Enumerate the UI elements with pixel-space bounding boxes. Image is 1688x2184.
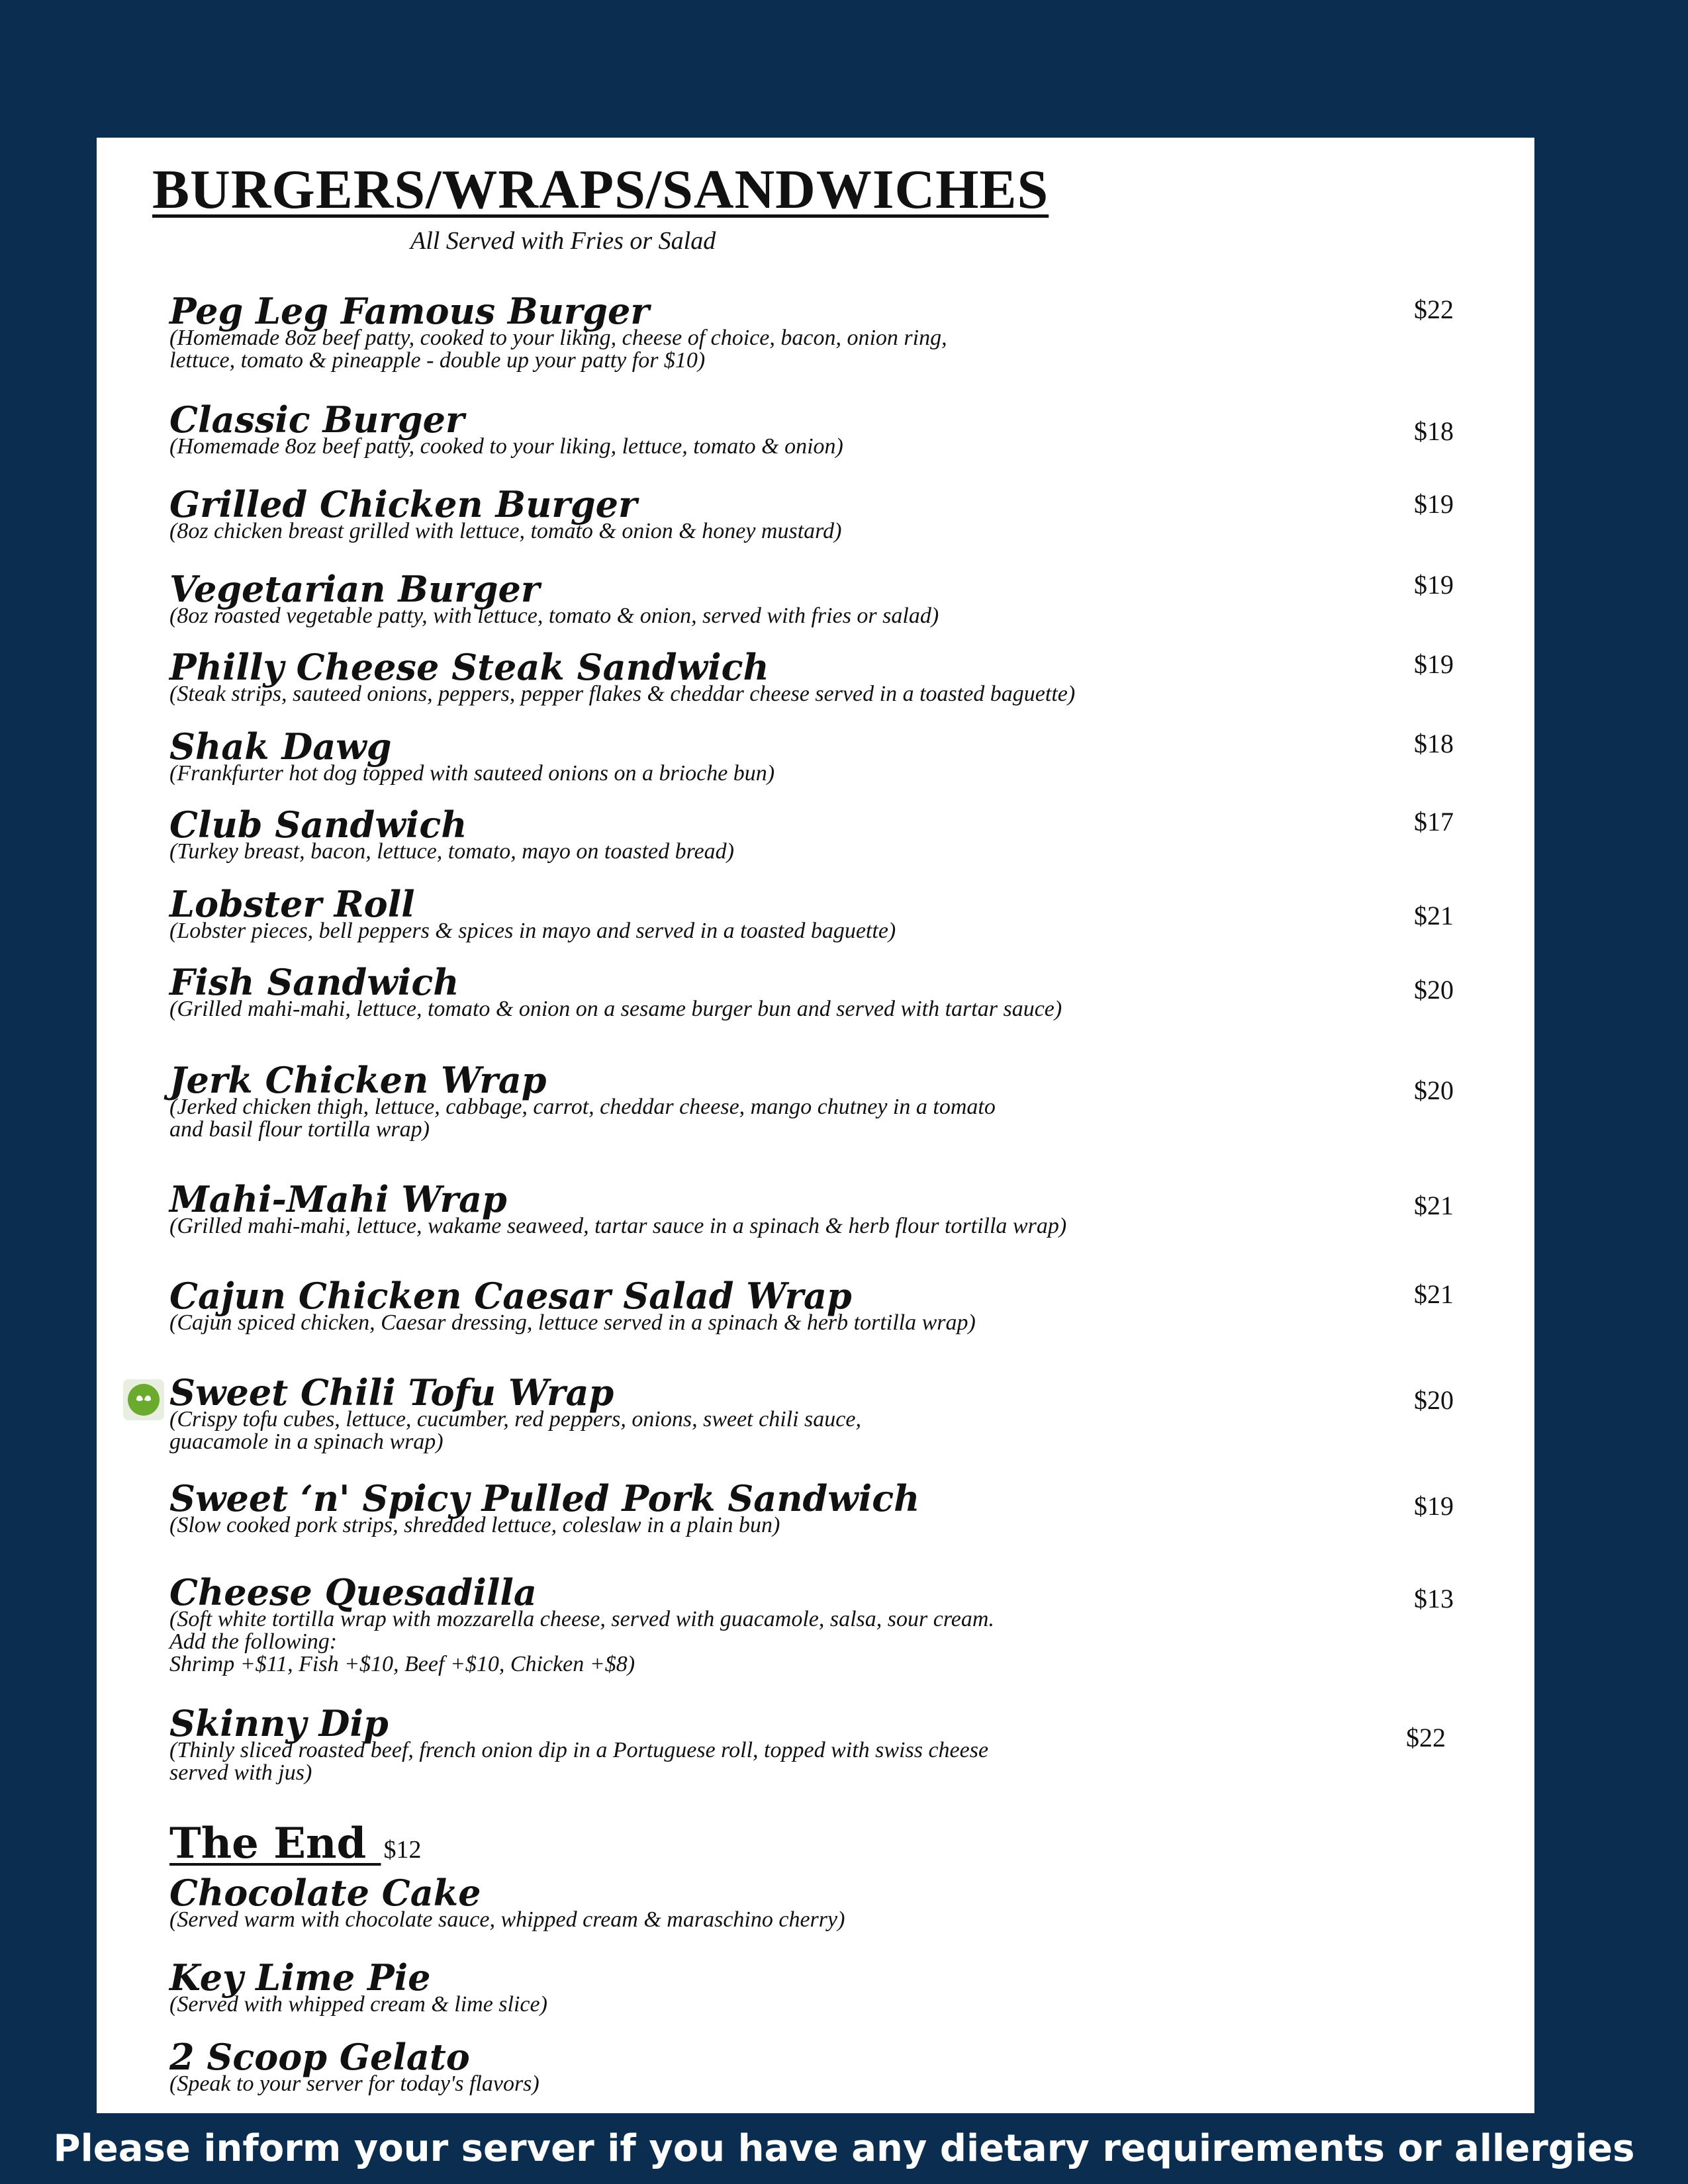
item-name: Skinny Dip	[169, 1702, 389, 1745]
dessert-item	[169, 1873, 1427, 1931]
dessert-price: $12	[383, 1836, 422, 1864]
item-name: Lobster Roll	[169, 883, 415, 925]
menu-heading: BURGERS/WRAPS/SANDWICHES	[152, 159, 1049, 220]
menu-item	[169, 962, 1427, 1021]
menu-item	[169, 805, 1427, 863]
item-name: Chocolate Cake	[169, 1872, 481, 1914]
item-name: Sweet ‘n' Spicy Pulled Pork Sandwich	[169, 1477, 920, 1520]
item-description: (Lobster pieces, bell peppers & spices in mayo and served in a toasted baguette)	[169, 919, 896, 943]
item-description: (Served with whipped cream & lime slice)	[169, 1992, 547, 2017]
item-name: Philly Cheese Steak Sandwich	[169, 646, 769, 688]
item-description: (Turkey breast, bacon, lettuce, tomato, mayo on toasted bread)	[169, 839, 734, 864]
item-price: $21	[1414, 1191, 1454, 1220]
item-name: Fish Sandwich	[169, 961, 459, 1003]
item-description: (Jerked chicken thigh, lettuce, cabbage, carrot, cheddar cheese, mango chutney in a tomato and basil flour tortilla wrap)	[169, 1095, 996, 1142]
menu-item	[169, 727, 1427, 785]
item-description: (8oz chicken breast grilled with lettuce, tomato & onion & honey mustard)	[169, 519, 842, 543]
item-name: Jerk Chicken Wrap	[169, 1059, 547, 1101]
menu-item	[169, 647, 1427, 705]
item-price: $21	[1414, 1279, 1454, 1309]
item-description: (Grilled mahi-mahi, lettuce, tomato & onion on a sesame burger bun and served with tartar sauce)	[169, 997, 1062, 1021]
menu-item	[169, 400, 1427, 458]
item-price: $20	[1414, 975, 1454, 1005]
item-description: (Crispy tofu cubes, lettuce, cucumber, red peppers, onions, sweet chili sauce, guacamole in a spinach wrap)	[169, 1407, 861, 1454]
item-price: $18	[1414, 729, 1454, 758]
leaf-icon	[128, 1384, 160, 1416]
item-price: $13	[1414, 1584, 1454, 1614]
item-name: Grilled Chicken Burger	[169, 483, 637, 525]
item-description: (Slow cooked pork strips, shredded lettuce, coleslaw in a plain bun)	[169, 1513, 780, 1537]
item-name: Mahi-Mahi Wrap	[169, 1178, 507, 1220]
item-description: (Thinly sliced roasted beef, french onion dip in a Portuguese roll, topped with swiss cheese served with jus)	[169, 1738, 989, 1785]
item-description: (Served warm with chocolate sauce, whipped cream & maraschino cherry)	[169, 1907, 845, 1932]
item-description: (Homemade 8oz beef patty, cooked to your liking, cheese of choice, bacon, onion ring, lettuce, tomato & pineapple - double up your patty for $10)	[169, 326, 947, 373]
item-description: (Soft white tortilla wrap with mozzarella cheese, served with guacamole, salsa, sour cream. Add the following: Shrimp +$11, Fish +$10, Beef +$10, Chicken +$8)	[169, 1607, 994, 1676]
menu-item	[169, 1060, 1427, 1141]
item-name: Key Lime Pie	[169, 1956, 431, 1999]
item-description: (Homemade 8oz beef patty, cooked to your liking, lettuce, tomato & onion)	[169, 434, 843, 459]
item-price: $22	[1406, 1723, 1446, 1752]
menu-item	[169, 1179, 1427, 1238]
menu-item	[169, 291, 1427, 372]
item-name: Classic Burger	[169, 398, 465, 441]
item-price: $20	[1414, 1385, 1454, 1415]
item-price: $19	[1414, 1491, 1454, 1521]
item-price: $21	[1414, 901, 1454, 931]
menu-card	[97, 138, 1534, 2113]
item-price: $18	[1414, 416, 1454, 446]
dessert-heading	[169, 1819, 422, 1868]
menu-item	[169, 1373, 1427, 1453]
item-description: (Frankfurter hot dog topped with sauteed onions on a brioche bun)	[169, 761, 775, 786]
item-price: $20	[1414, 1075, 1454, 1105]
vegan-badge	[123, 1379, 164, 1420]
item-name: Peg Leg Famous Burger	[169, 290, 649, 332]
item-description: (Grilled mahi-mahi, lettuce, wakame seaweed, tartar sauce in a spinach & herb flour tortilla wrap)	[169, 1214, 1067, 1238]
item-name: Shak Dawg	[169, 725, 392, 768]
item-name: Club Sandwich	[169, 803, 467, 846]
item-price: $22	[1414, 295, 1454, 324]
allergy-notice: Please inform your server if you have any dietary requirements or allergies	[53, 2127, 1635, 2170]
dessert-item	[169, 1958, 1427, 2016]
menu-item	[169, 484, 1427, 543]
item-price: $19	[1414, 489, 1454, 519]
menu-subtitle: All Served with Fries or Salad	[410, 227, 716, 255]
item-name: Vegetarian Burger	[169, 568, 540, 610]
menu-item	[169, 1572, 1427, 1676]
item-description: (Steak strips, sauteed onions, peppers, pepper flakes & cheddar cheese served in a toasted baguette)	[169, 682, 1076, 706]
leaf-icon-glyph	[135, 1393, 152, 1406]
menu-item	[169, 569, 1427, 627]
item-name: 2 Scoop Gelato	[169, 2036, 470, 2078]
item-name: Cheese Quesadilla	[169, 1571, 537, 1614]
item-price: $19	[1414, 649, 1454, 679]
menu-item	[169, 1704, 1427, 1784]
menu-item	[169, 884, 1427, 942]
item-description: (Cajun spiced chicken, Caesar dressing, lettuce served in a spinach & herb tortilla wrap)	[169, 1310, 976, 1335]
item-price: $19	[1414, 570, 1454, 600]
item-name: Cajun Chicken Caesar Salad Wrap	[169, 1275, 852, 1317]
item-name: Sweet Chili Tofu Wrap	[169, 1371, 614, 1414]
dessert-title: The End	[169, 1819, 381, 1868]
item-description: (8oz roasted vegetable patty, with lettuce, tomato & onion, served with fries or salad)	[169, 604, 939, 628]
item-price: $17	[1414, 807, 1454, 837]
menu-item	[169, 1479, 1427, 1537]
dessert-item	[169, 2037, 1427, 2095]
menu-item	[169, 1276, 1427, 1334]
item-description: (Speak to your server for today's flavors)	[169, 2071, 539, 2096]
